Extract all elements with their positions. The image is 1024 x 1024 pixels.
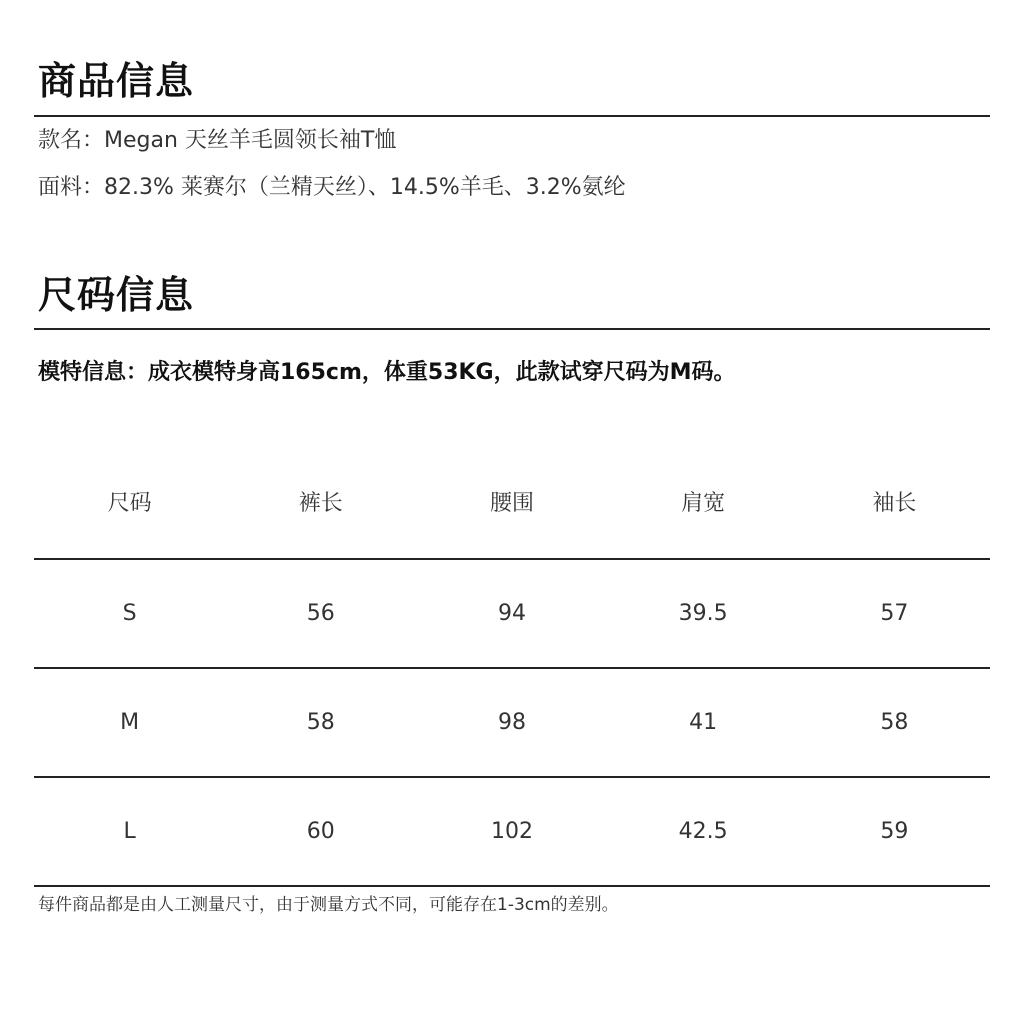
product-info-title: 商品信息 (38, 59, 195, 103)
table-cell: 94 (497, 600, 526, 626)
table-cell: 98 (497, 709, 526, 735)
table-header-row (34, 450, 990, 558)
size-info-title: 尺码信息 (38, 273, 195, 317)
table-row (34, 558, 990, 667)
header-waist: 腰围 (489, 491, 534, 516)
measurement-footnote: 每件商品都是由人工测量尺寸，由于测量方式不同，可能存在1-3cm的差别。 (38, 895, 619, 915)
table-row (34, 667, 990, 776)
table-cell: S (122, 600, 137, 626)
table-cell: L (123, 818, 136, 844)
table-cell: 58 (306, 709, 335, 735)
model-info-line: 模特信息：成衣模特身高165cm，体重53KG，此款试穿尺码为M码。 (38, 360, 736, 385)
header-sleeve: 袖长 (872, 491, 917, 516)
style-name-line: 款名：Megan 天丝羊毛圆领长袖T恤 (38, 128, 397, 153)
table-row (34, 776, 990, 887)
table-cell: 39.5 (678, 600, 728, 626)
table-cell: 42.5 (678, 818, 728, 844)
header-shoulder: 肩宽 (681, 491, 726, 516)
table-cell: 58 (880, 709, 909, 735)
table-cell: 56 (306, 600, 335, 626)
product-info-divider (34, 115, 990, 117)
header-length: 裤长 (298, 491, 343, 516)
table-cell: 57 (880, 600, 909, 626)
table-cell: M (120, 709, 140, 735)
fabric-line: 面料：82.3% 莱赛尔（兰精天丝）、14.5%羊毛、3.2%氨纶 (38, 175, 626, 200)
table-cell: 60 (306, 818, 335, 844)
table-cell: 59 (880, 818, 909, 844)
table-cell: 102 (490, 818, 533, 844)
size-info-divider (34, 328, 990, 330)
table-cell: 41 (689, 709, 718, 735)
size-table (34, 450, 990, 887)
header-size: 尺码 (107, 491, 152, 516)
